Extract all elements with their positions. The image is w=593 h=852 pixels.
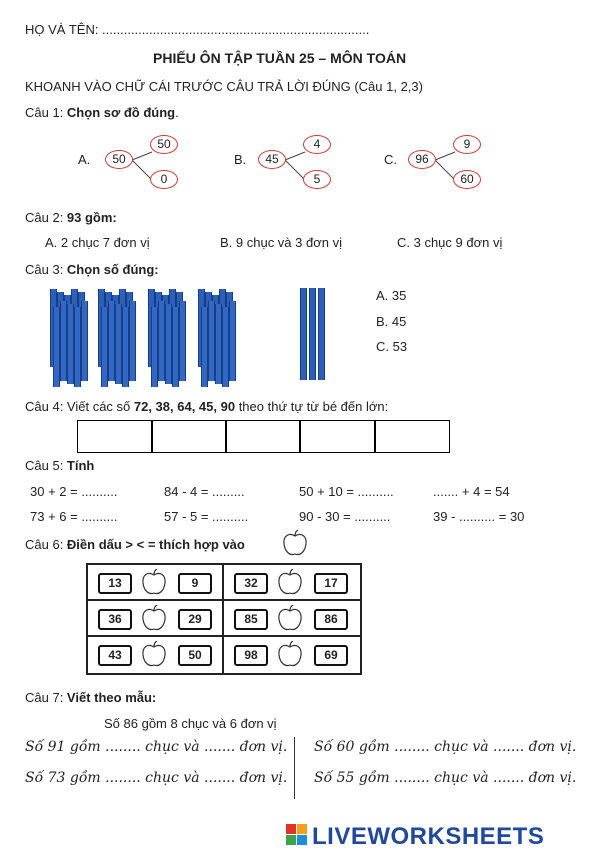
order-box-2[interactable] (151, 420, 227, 453)
tree-bottom-node: 0 (150, 170, 178, 189)
apple-answer-slot[interactable] (276, 641, 304, 668)
q6-heading: Câu 6: Điền dấu > < = thích hợp vào (25, 537, 245, 552)
q7-line-3[interactable]: Số 73 gồm ........ chục và ....... đơn vị. (25, 770, 288, 786)
counting-stick (122, 307, 129, 387)
counting-stick (165, 304, 172, 384)
q7-example: Số 86 gồm 8 chục và 6 đơn vị (104, 716, 277, 731)
right-number: 50 (178, 645, 212, 666)
q2-option-b[interactable]: B. 9 chục và 3 đơn vị (220, 235, 342, 250)
tree-root-node: 50 (105, 150, 133, 169)
tree-root-node: 96 (408, 150, 436, 169)
brand-text: LIVEWORKSHEETS (312, 823, 545, 850)
calc-item[interactable]: 84 - 4 = ......... (164, 484, 245, 499)
apple-icon (281, 530, 309, 557)
counting-stick (309, 288, 316, 380)
calc-item[interactable]: 30 + 2 = .......... (30, 484, 118, 499)
q1-heading: Câu 1: Chọn sơ đồ đúng. (25, 105, 179, 120)
q2-option-a[interactable]: A. 2 chục 7 đơn vị (45, 235, 150, 250)
q3-option-b[interactable]: B. 45 (376, 314, 407, 329)
counting-stick (101, 307, 108, 387)
right-number: 69 (314, 645, 348, 666)
right-number: 86 (314, 609, 348, 630)
left-number: 36 (98, 609, 132, 630)
apple-answer-slot[interactable] (140, 605, 168, 632)
q7-line-1[interactable]: Số 91 gồm ........ chục và ....... đơn vị. (25, 739, 288, 755)
counting-stick (53, 307, 60, 387)
q7-divider (294, 737, 295, 799)
q1-option-letter[interactable]: B. (234, 152, 247, 167)
order-box-1[interactable] (77, 420, 153, 453)
order-box-4[interactable] (299, 420, 376, 453)
tree-top-node: 50 (150, 135, 178, 154)
counting-stick (172, 307, 179, 387)
page-title: PHIẾU ÔN TẬP TUẦN 25 – MÔN TOÁN (153, 50, 407, 66)
apple-answer-slot[interactable] (140, 641, 168, 668)
counting-stick (318, 288, 325, 380)
q1-option-letter[interactable]: C. (384, 152, 397, 167)
q3-option-a[interactable]: A. 35 (376, 288, 407, 303)
counting-stick (74, 307, 81, 387)
tree-branch (132, 152, 152, 160)
counting-stick (300, 288, 307, 380)
tree-branch (285, 160, 305, 180)
calc-item[interactable]: 50 + 10 = .......... (299, 484, 394, 499)
counting-stick (115, 304, 122, 384)
counting-stick (179, 301, 186, 381)
q1-option-letter[interactable]: A. (78, 152, 91, 167)
tree-root-node: 45 (258, 150, 286, 169)
order-box-5[interactable] (374, 420, 450, 453)
tree-branch (285, 152, 305, 160)
tree-bottom-node: 60 (453, 170, 481, 189)
counting-stick (229, 301, 236, 381)
counting-stick (201, 307, 208, 387)
calc-item[interactable]: 57 - 5 = .......... (164, 509, 249, 524)
apple-answer-slot[interactable] (276, 605, 304, 632)
instruction: KHOANH VÀO CHỮ CÁI TRƯỚC CÂU TRẢ LỜI ĐÚNG (Câu 1, 2,3) (25, 79, 423, 94)
counting-stick (60, 301, 67, 381)
tree-top-node: 9 (453, 135, 481, 154)
counting-sticks-image (50, 283, 335, 386)
compare-table (86, 563, 362, 675)
q5-heading: Câu 5: Tính (25, 458, 95, 473)
counting-stick (151, 307, 158, 387)
calc-item[interactable]: 73 + 6 = .......... (30, 509, 118, 524)
tree-branch (435, 160, 455, 180)
calc-item[interactable]: ....... + 4 = 54 (433, 484, 510, 499)
q3-heading: Câu 3: Chọn số đúng: (25, 262, 159, 277)
footer (0, 820, 593, 852)
left-number: 43 (98, 645, 132, 666)
q2-option-c[interactable]: C. 3 chục 9 đơn vị (397, 235, 503, 250)
right-number: 17 (314, 573, 348, 594)
left-number: 13 (98, 573, 132, 594)
q3-option-c[interactable]: C. 53 (376, 339, 408, 354)
counting-stick (215, 304, 222, 384)
apple-answer-slot[interactable] (140, 569, 168, 596)
q7-line-4[interactable]: Số 55 gồm ........ chục và ....... đơn vị. (314, 770, 577, 786)
left-number: 85 (234, 609, 268, 630)
q7-line-2[interactable]: Số 60 gồm ........ chục và ....... đơn vị. (314, 739, 577, 755)
counting-stick (158, 301, 165, 381)
tree-bottom-node: 5 (303, 170, 331, 189)
counting-stick (222, 307, 229, 387)
counting-stick (208, 301, 215, 381)
counting-stick (81, 301, 88, 381)
calc-item[interactable]: 90 - 30 = .......... (299, 509, 391, 524)
left-number: 98 (234, 645, 268, 666)
liveworksheets-logo (286, 824, 308, 846)
q4-heading: Câu 4: Viết các số 72, 38, 64, 45, 90 theo thứ tự từ bé đến lớn: (25, 399, 389, 414)
name-field[interactable]: HỌ VÀ TÊN: .......................................................................... (25, 22, 370, 37)
left-number: 32 (234, 573, 268, 594)
counting-stick (129, 301, 136, 381)
q7-heading: Câu 7: Viết theo mẫu: (25, 690, 157, 705)
right-number: 9 (178, 573, 212, 594)
apple-answer-slot[interactable] (276, 569, 304, 596)
tree-branch (132, 160, 152, 180)
right-number: 29 (178, 609, 212, 630)
counting-stick (108, 301, 115, 381)
tree-branch (435, 152, 455, 160)
calc-item[interactable]: 39 - .......... = 30 (433, 509, 525, 524)
order-box-3[interactable] (225, 420, 301, 453)
tree-top-node: 4 (303, 135, 331, 154)
q2-heading: Câu 2: 93 gồm: (25, 210, 117, 225)
counting-stick (67, 304, 74, 384)
